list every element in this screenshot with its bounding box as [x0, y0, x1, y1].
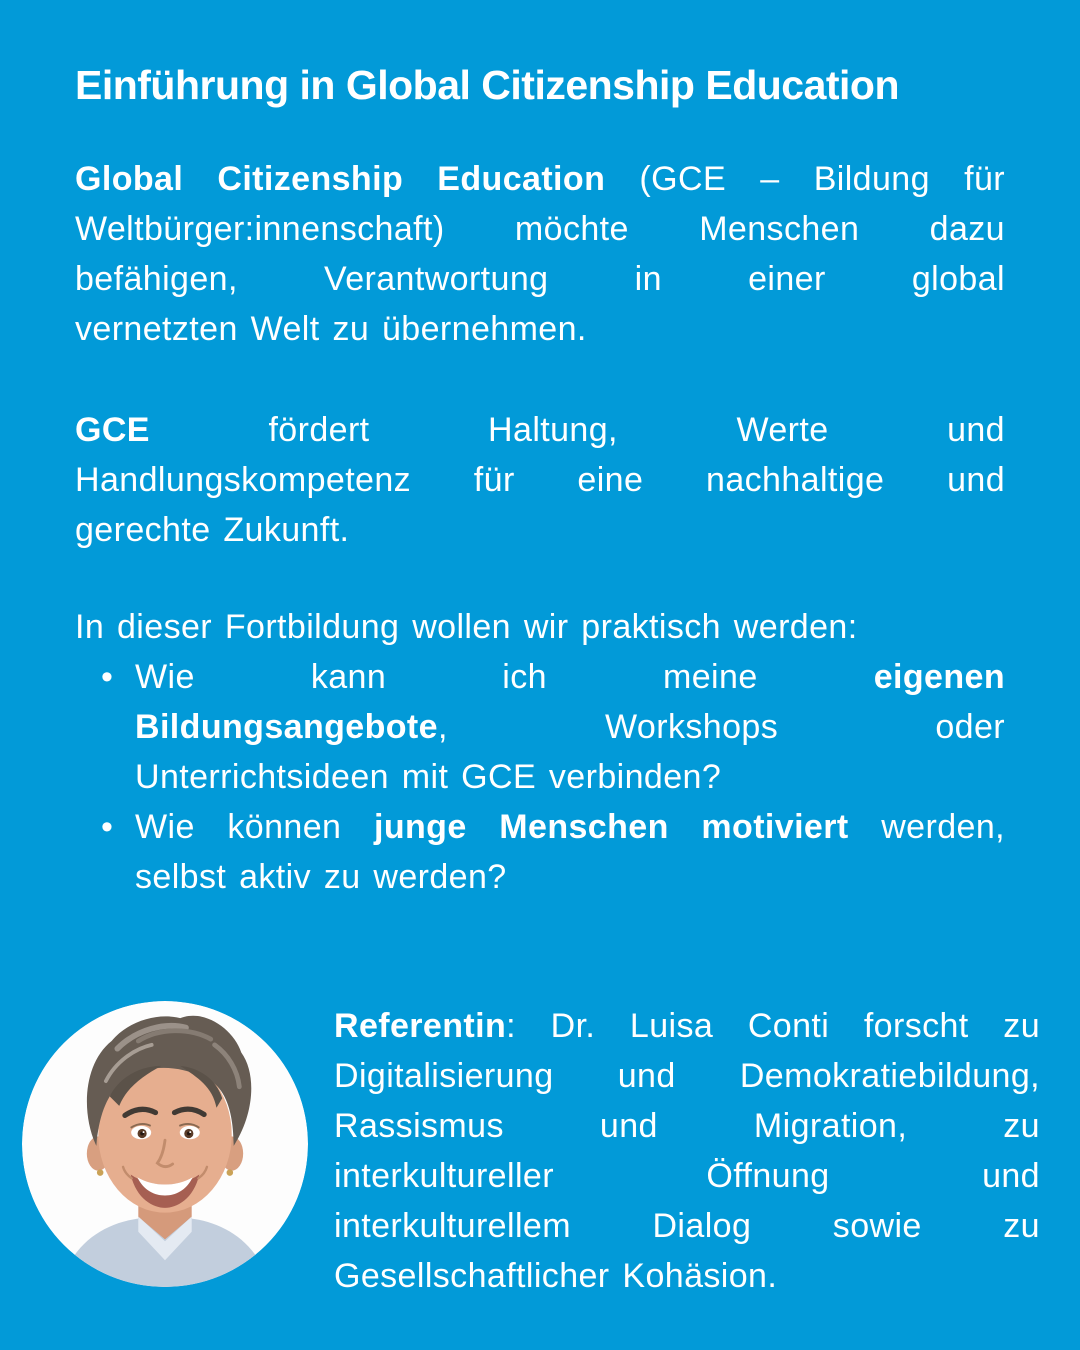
- text-line: interkulturellem Dialog sowie zu: [334, 1207, 1040, 1245]
- bold-text: Bildungsangebote: [135, 708, 438, 746]
- bullet-icon: •: [101, 808, 113, 846]
- text-segment: : Dr. Luisa Conti forscht zu: [506, 1007, 1040, 1045]
- text-line: befähigen, Verantwortung in einer global: [75, 260, 1005, 298]
- intro-paragraph: [75, 154, 1005, 354]
- speaker-photo: [22, 1001, 308, 1287]
- text-line: [75, 154, 1005, 204]
- speaker-bio: [334, 1001, 1040, 1301]
- bold-text: GCE: [75, 411, 150, 449]
- text-segment: (GCE – Bildung für: [605, 160, 1005, 198]
- text-line: interkultureller Öffnung und: [334, 1157, 1040, 1195]
- text-line: Unterrichtsideen mit GCE verbinden?: [135, 758, 722, 796]
- text-line: [135, 702, 1005, 752]
- text-line: gerechte Zukunft.: [75, 511, 350, 549]
- bold-text: Referentin: [334, 1007, 507, 1045]
- bold-text: junge Menschen motiviert: [373, 808, 849, 846]
- text-line: [75, 405, 1005, 455]
- text-segment: Wie können: [135, 808, 374, 846]
- workshop-section: [75, 602, 1005, 902]
- page-title: Einführung in Global Citizenship Education: [75, 62, 900, 108]
- text-line: Rassismus und Migration, zu: [334, 1107, 1040, 1145]
- text-line: Handlungskompetenz für eine nachhaltige und: [75, 461, 1005, 499]
- text-line: Gesellschaftlicher Kohäsion.: [334, 1257, 778, 1295]
- bold-text: eigenen: [873, 658, 1005, 696]
- text-line: Weltbürger:innenschaft) möchte Menschen dazu: [75, 210, 1005, 248]
- bullet-icon: •: [101, 658, 113, 696]
- list-item: [75, 802, 1005, 902]
- workshop-heading: In dieser Fortbildung wollen wir praktisch werden:: [75, 608, 858, 646]
- text-segment: fördert Haltung, Werte und: [149, 411, 1005, 449]
- text-line: [135, 652, 1005, 702]
- bold-text: Global Citizenship Education: [75, 160, 606, 198]
- speaker-section: [0, 1001, 1080, 1301]
- text-line: [334, 1001, 1040, 1051]
- gce-paragraph: [75, 405, 1005, 555]
- text-segment: werden,: [848, 808, 1005, 846]
- text-line: selbst aktiv zu werden?: [135, 858, 507, 896]
- text-line: Digitalisierung und Demokratiebildung,: [334, 1057, 1040, 1095]
- text-segment: Wie kann ich meine: [135, 658, 874, 696]
- list-item: [75, 652, 1005, 802]
- text-line: [135, 802, 1005, 852]
- text-line: vernetzten Welt zu übernehmen.: [75, 310, 587, 348]
- text-segment: , Workshops oder: [437, 708, 1005, 746]
- portrait-illustration: [22, 1001, 308, 1287]
